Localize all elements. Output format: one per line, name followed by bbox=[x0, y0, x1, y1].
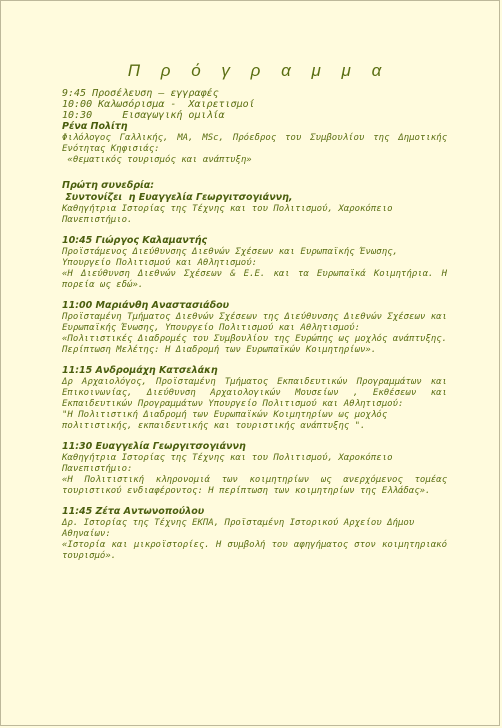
schedule-line-arrival: 9:45 Προσέλευση – εγγραφές bbox=[62, 88, 219, 99]
intro-section bbox=[62, 88, 447, 166]
talk-title: «Η Πολιτιστική κληρονομιά των κοιμητηρίων ως ανερχόμενος τομέας τουριστικού ενδιαφέροντος: Η περίπτωση των κοιμητηρίων της Ελλάδας». bbox=[62, 475, 447, 496]
talk-item bbox=[62, 441, 447, 497]
talk-item bbox=[62, 300, 447, 356]
talk-heading: 11:45 Ζέτα Αντωνοπούλου bbox=[62, 506, 205, 517]
talk-speaker-details: Προϊστάμενος Διεύθυνσης Διεθνών Σχέσεων και Ευρωπαϊκής Ένωσης, Υπουργείο Πολιτισμού και Αθλητισμού: bbox=[62, 247, 398, 268]
talk-title: «Η Διεύθυνση Διεθνών Σχέσεων & Ε.Ε. και τα Ευρωπαϊκά Κοιμητήρια. Η πορεία ως εδώ». bbox=[62, 269, 447, 290]
talk-heading: 10:45 Γιώργος Καλαμαντής bbox=[62, 235, 208, 246]
session-section bbox=[62, 180, 447, 226]
talk-speaker-details: Δρ Αρχαιολόγος, Προϊσταμένη Τμήματος Εκπαιδευτικών Προγραμμάτων και Επικοινωνίας, Διεύθυνση Αρχαιολογικών Μουσείων , Εκθέσεων και Εκπαιδευτικών Προγραμμάτων Υπουργείο Πολιτισμού και Αθλητισμού: bbox=[62, 377, 447, 409]
talk-speaker-details: Δρ. Ιστορίας της Τέχνης ΕΚΠΑ, Προϊσταμένη Ιστορικού Αρχείου Δήμου Αθηναίων: bbox=[62, 518, 415, 539]
talk-item bbox=[62, 506, 447, 562]
talk-title: «Πολιτιστικές Διαδρομές του Συμβουλίου της Ευρώπης ως μοχλός ανάπτυξης. Περίπτωση Μελέτης: Η Διαδρομή των Ευρωπαϊκών Κοιμητηρίων». bbox=[62, 334, 447, 355]
talk-speaker-details: Καθηγήτρια Ιστορίας της Τέχνης και του Πολιτισμού, Χαροκόπειο Πανεπιστήμιο: bbox=[62, 453, 393, 474]
talk-title: "Η Πολιτιστική Διαδρομή των Ευρωπαϊκών Κοιμητηρίων ως μοχλός πολιτιστικής, εκπαιδευτικής και τουριστικής ανάπτυξης ". bbox=[62, 410, 388, 431]
session-coordinator: Συντονίζει η Ευαγγελία Γεωργιτσογιάννη, bbox=[62, 192, 293, 203]
session-coordinator-details: Καθηγήτρια Ιστορίας της Τέχνης και του Πολιτισμού, Χαροκόπειο Πανεπιστήμιο. bbox=[62, 204, 393, 225]
schedule-line-welcome: 10:00 Καλωσόρισμα - Χαιρετισμοί bbox=[62, 99, 255, 110]
talk-item bbox=[62, 235, 447, 291]
intro-speaker-name: Ρένα Πολίτη bbox=[62, 121, 128, 132]
talk-title: «Ιστορία και μικροϊστορίες. Η συμβολή του αφηγήματος στον κοιμητηριακό τουρισμό». bbox=[62, 540, 447, 561]
talk-item bbox=[62, 365, 447, 432]
talk-heading: 11:15 Ανδρομάχη Κατσελάκη bbox=[62, 365, 218, 376]
program-content bbox=[62, 63, 447, 571]
page-title: Π ρ ό γ ρ α μ μ α bbox=[127, 61, 390, 80]
session-heading: Πρώτη συνεδρία: bbox=[62, 180, 155, 191]
intro-speaker-details: Φιλόλογος Γαλλικής, ΜΑ, MSc, Πρόεδρος του Συμβουλίου της Δημοτικής Ενότητας Κηφισιάς: bbox=[62, 133, 447, 154]
schedule-line-intro-talk: 10:30 Εισαγωγική ομιλία bbox=[62, 110, 225, 121]
talk-heading: 11:00 Μαριάνθη Αναστασιάδου bbox=[62, 300, 230, 311]
intro-talk-title: «θεματικός τουρισμός και ανάπτυξη» bbox=[62, 155, 252, 165]
talk-heading: 11:30 Ευαγγελία Γεωργιτσογιάννη bbox=[62, 441, 246, 452]
talk-speaker-details: Προϊσταμένη Τμήματος Διεθνών Σχέσεων της Διεύθυνσης Διεθνών Σχέσεων και Ευρωπαϊκής Ένωσης, Υπουργείο Πολιτισμού και Αθλητισμού: bbox=[62, 312, 447, 333]
